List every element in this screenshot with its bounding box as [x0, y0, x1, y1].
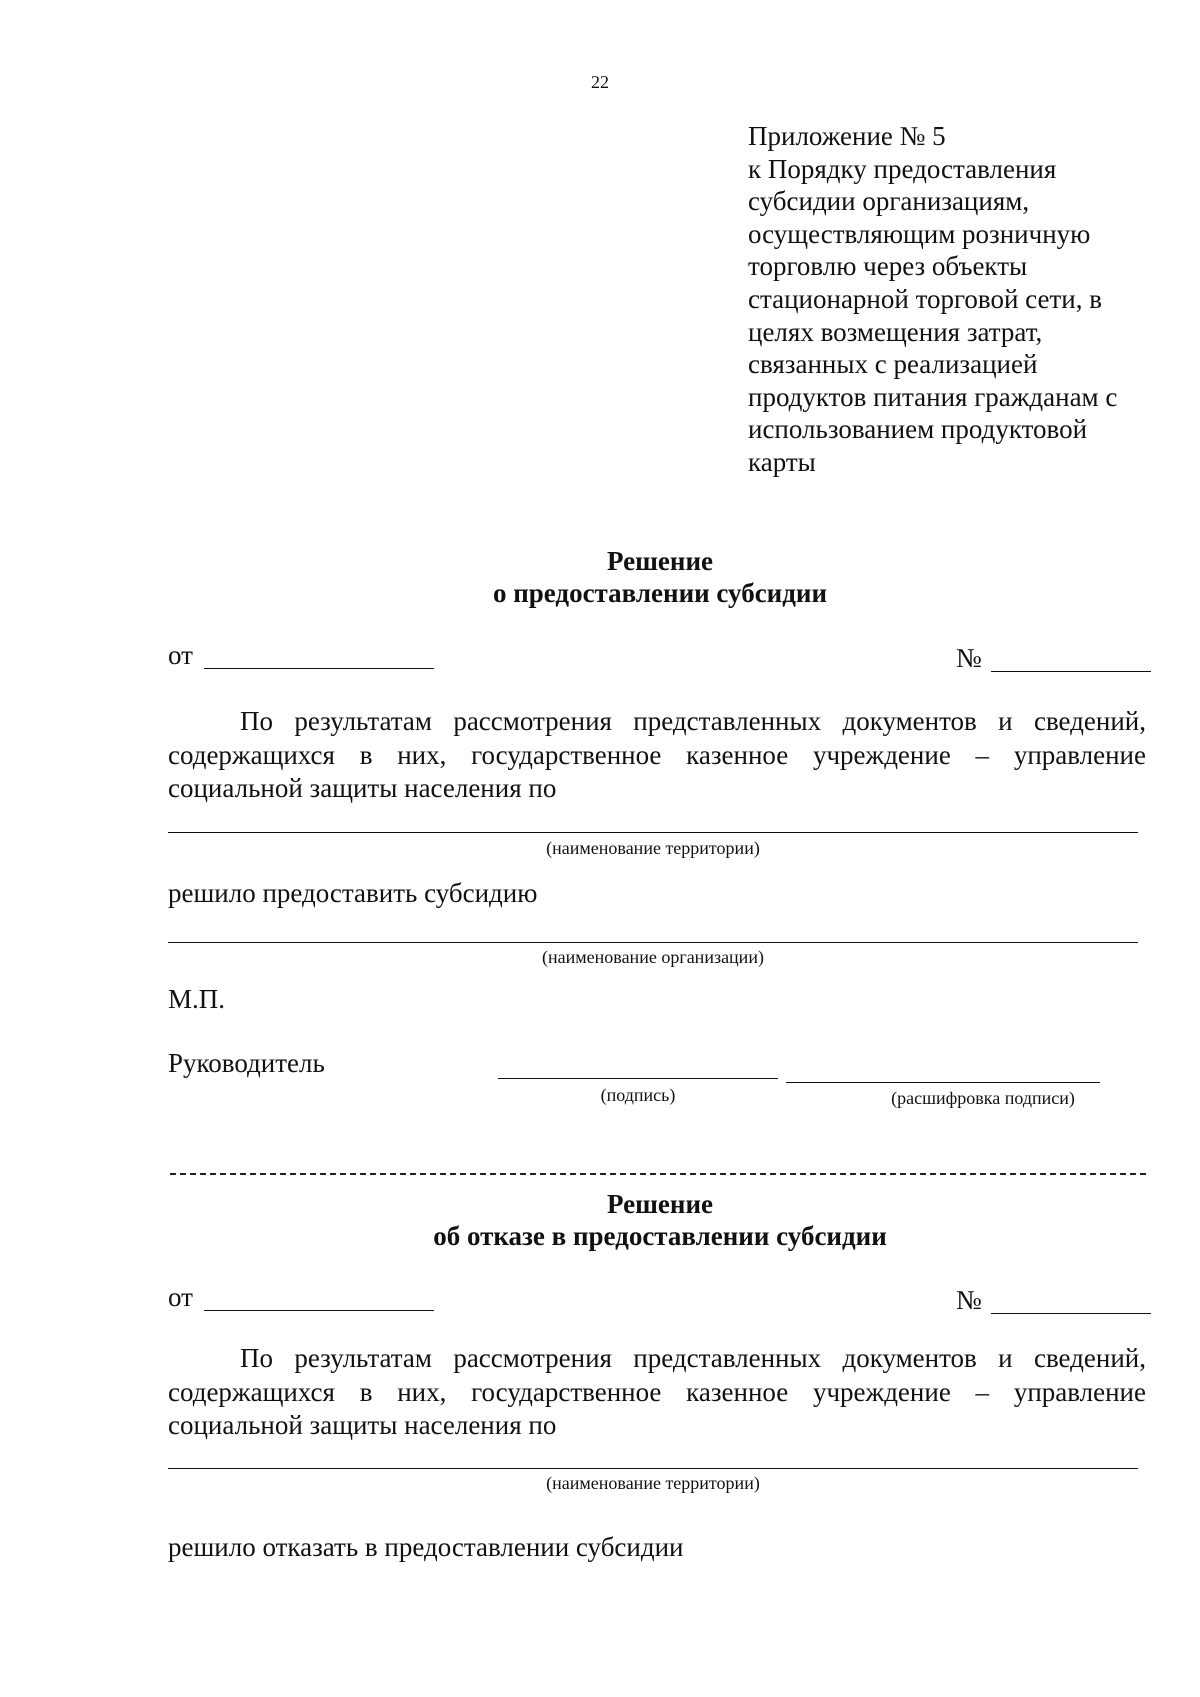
- number-field: [956, 1285, 982, 1316]
- decision-refusal-title: [0, 1188, 1200, 1252]
- paragraph-text: По результатам рассмотрения представленных документов и сведений, содержащихся в них, государственное казенное учреждение – управление социальной защиты населения по: [168, 1343, 1146, 1440]
- date-blank-line: [204, 1310, 434, 1311]
- decision-text: решило отказать в предоставлении субсидии: [168, 1532, 684, 1562]
- decision-paragraph: [168, 705, 1146, 806]
- number-field: [956, 643, 982, 674]
- paragraph-text: По результатам рассмотрения представленных документов и сведений, содержащихся в них, государственное казенное учреждение – управление социальной защиты населения по: [168, 706, 1146, 803]
- territory-blank-line: [168, 832, 1138, 833]
- appendix-line: Приложение № 5: [748, 121, 946, 151]
- number-label: №: [956, 643, 982, 673]
- page-number: 22: [591, 72, 609, 92]
- seal-label: М.П.: [168, 984, 226, 1014]
- appendix-line: торговлю через объекты: [748, 251, 1028, 282]
- signature-caption: (подпись): [600, 1085, 676, 1105]
- number-label: №: [956, 1285, 982, 1315]
- cut-line: [170, 1173, 1146, 1175]
- appendix-line: связанных с реализацией: [748, 349, 1038, 380]
- number-blank-line: [991, 671, 1151, 672]
- territory-caption: (наименование территории): [546, 838, 760, 858]
- appendix-line: целях возмещения затрат,: [748, 316, 1043, 347]
- date-blank-line: [204, 668, 434, 669]
- territory-caption: (наименование территории): [546, 1473, 760, 1493]
- head-label: Руководитель: [168, 1048, 325, 1078]
- appendix-line: продуктов питания гражданам с: [748, 381, 1118, 412]
- appendix-heading: [748, 120, 1168, 479]
- organization-caption: (наименование организации): [542, 947, 764, 967]
- date-label: от: [168, 640, 193, 670]
- signature-decode-line: [786, 1082, 1100, 1083]
- decision-title-line2: об отказе в предоставлении субсидии: [433, 1221, 887, 1251]
- decision-title-line1: Решение: [607, 1189, 713, 1219]
- decision-title-line1: Решение: [607, 546, 713, 576]
- date-label: от: [168, 1282, 193, 1312]
- appendix-line: к Порядку предоставления: [748, 153, 1057, 184]
- signature-decode-caption: (расшифровка подписи): [891, 1088, 1075, 1108]
- date-field: [168, 640, 193, 671]
- date-field: [168, 1282, 193, 1313]
- decision-text: решило предоставить субсидию: [168, 878, 538, 908]
- decision-grant-title: [0, 545, 1200, 609]
- appendix-line: использованием продуктовой: [748, 414, 1088, 445]
- appendix-line: карты: [748, 446, 816, 477]
- decision-paragraph: [168, 1342, 1146, 1443]
- appendix-line: осуществляющим розничную: [748, 218, 1091, 249]
- decision-title-line2: о предоставлении субсидии: [492, 578, 828, 608]
- signature-line: [498, 1078, 778, 1079]
- appendix-line: субсидии организациям,: [748, 186, 1030, 217]
- organization-blank-line: [168, 942, 1138, 943]
- number-blank-line: [991, 1313, 1151, 1314]
- appendix-line: стационарной торговой сети, в: [748, 283, 1102, 314]
- territory-blank-line: [168, 1468, 1138, 1469]
